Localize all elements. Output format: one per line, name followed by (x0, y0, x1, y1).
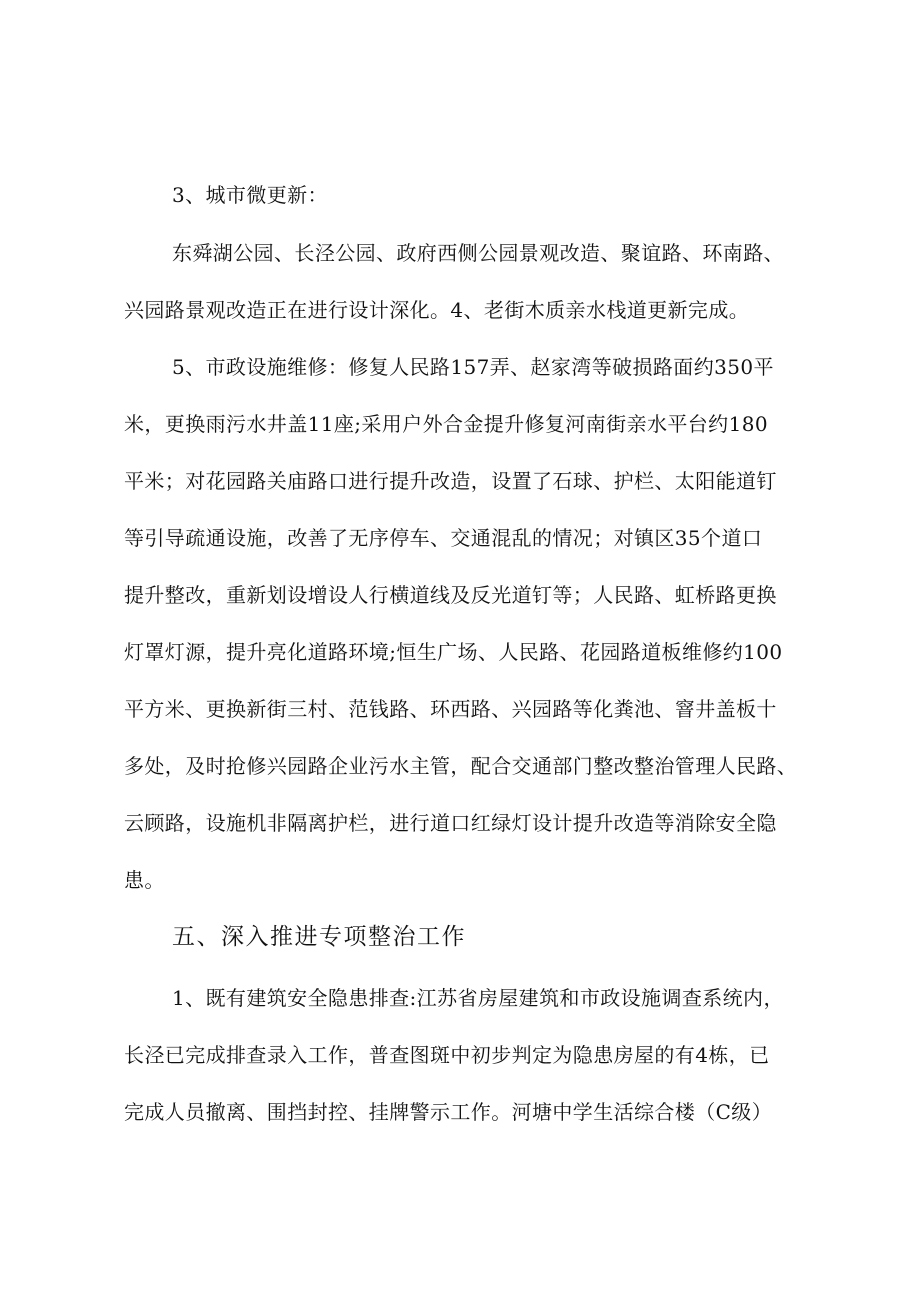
text-line: 1、既有建筑安全隐患排查:江苏省房屋建筑和市政设施调查系统内， (172, 986, 784, 1010)
text-line: 云顾路，设施机非隔离护栏，进行道口红绿灯设计提升改造等消除安全隐 (124, 811, 777, 835)
item-3-body-second-line (124, 282, 824, 339)
text-line: 完成人员撤离、围挡封控、挂牌警示工作。河塘中学生活综合楼（C级） (124, 1100, 773, 1124)
item-3-body-first-line (172, 225, 832, 282)
text-line: 米，更换雨污水井盖11座;采用户外合金提升修复河南街亲水平台约180 (124, 412, 768, 436)
text-line: 灯罩灯源，提升亮化道路环境;恒生广场、人民路、花园路道板维修约100 (124, 640, 783, 664)
text-line: 平方米、更换新街三村、范钱路、环西路、兴园路等化粪池、窨井盖板十 (124, 697, 777, 721)
section-5-item-1-paragraph (124, 970, 824, 1141)
section-5-heading: 五、深入推进专项整治工作 (172, 924, 466, 950)
text-line: 提升整改，重新划设增设人行横道线及反光道钉等；人民路、虹桥路更换 (124, 583, 777, 607)
text-line: 患。 (124, 868, 165, 892)
text-line: 5、市政设施维修：修复人民路157弄、赵家湾等破损路面约350平 (172, 355, 774, 379)
text-line: 3、城市微更新： (172, 183, 328, 207)
item-3-heading (172, 167, 872, 224)
text-line: 平米；对花园路关庙路口进行提升改造，设置了石球、护栏、太阳能道钉 (124, 469, 777, 493)
text-line: 兴园路景观改造正在进行设计深化。4、老街木质亲水栈道更新完成。 (124, 298, 750, 322)
text-line: 等引导疏通设施，改善了无序停车、交通混乱的情况；对镇区35个道口 (124, 526, 763, 550)
item-5-paragraph (124, 339, 824, 909)
text-line: 多处，及时抢修兴园路企业污水主管，配合交通部门整改整治管理人民路、 (124, 754, 798, 778)
text-line: 东舜湖公园、长泾公园、政府西侧公园景观改造、聚谊路、环南路、 (172, 241, 784, 265)
text-line: 长泾已完成排查录入工作，普查图斑中初步判定为隐患房屋的有4栋，已 (124, 1043, 770, 1067)
